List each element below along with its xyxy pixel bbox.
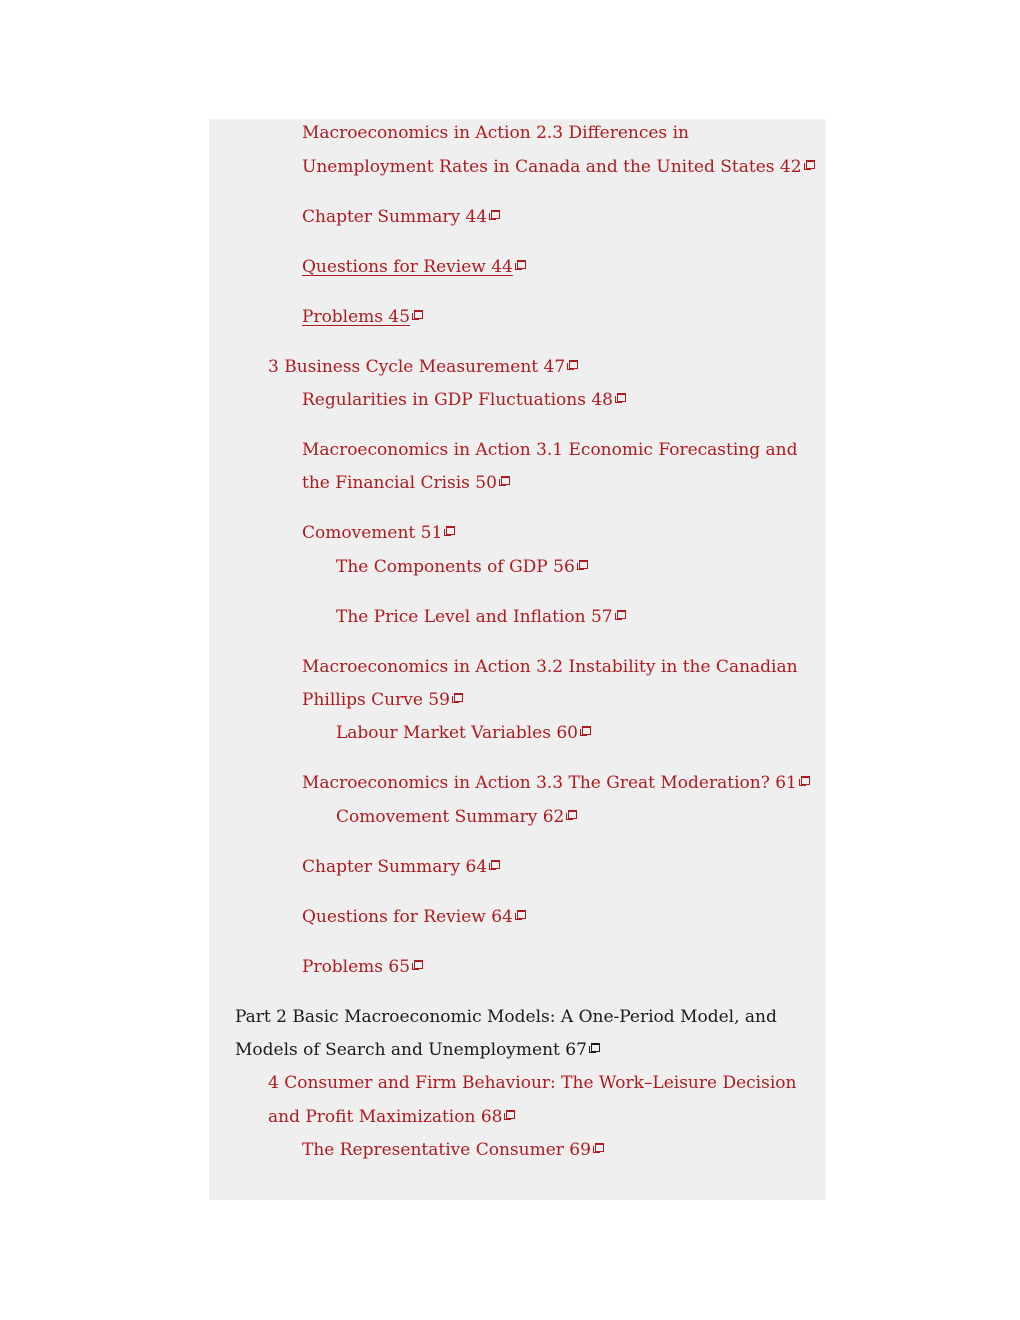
toc-link-mia-2-3-line1[interactable]: Macroeconomics in Action 2.3 Differences in — [302, 123, 689, 143]
toc-link-labour-market-variables[interactable]: Labour Market Variables 60 — [336, 717, 591, 750]
external-link-icon — [489, 210, 500, 221]
external-link-icon — [799, 776, 810, 787]
toc-link-gdp-fluctuations[interactable]: Regularities in GDP Fluctuations 48 — [302, 384, 626, 417]
external-link-icon — [515, 910, 526, 921]
external-link-icon — [515, 260, 526, 271]
external-link-icon — [444, 526, 455, 537]
external-link-icon — [412, 960, 423, 971]
external-link-icon — [615, 393, 626, 404]
toc-link-part-2[interactable]: Models of Search and Unemployment 67 — [235, 1034, 600, 1067]
external-link-icon — [452, 693, 463, 704]
external-link-icon — [499, 476, 510, 487]
toc-link-mia-3-1[interactable]: the Financial Crisis 50 — [302, 467, 510, 500]
toc-link-mia-3-1-line1[interactable]: Macroeconomics in Action 3.1 Economic Forecasting and — [302, 440, 798, 460]
external-link-icon — [589, 1043, 600, 1054]
toc-link-price-level-inflation[interactable]: The Price Level and Inflation 57 — [336, 601, 626, 634]
external-link-icon — [567, 360, 578, 371]
toc-link-questions-review-44[interactable]: Questions for Review 44 — [302, 251, 526, 284]
toc-link-comovement-summary[interactable]: Comovement Summary 62 — [336, 801, 577, 834]
toc-link-mia-3-2-line1[interactable]: Macroeconomics in Action 3.2 Instability in the Canadian — [302, 657, 798, 677]
toc-link-chapter-summary-64[interactable]: Chapter Summary 64 — [302, 851, 500, 884]
toc-link-comovement[interactable]: Comovement 51 — [302, 517, 455, 550]
external-link-icon — [577, 560, 588, 571]
toc-link-part-2-line1[interactable]: Part 2 Basic Macroeconomic Models: A One-Period Model, and — [235, 1007, 777, 1027]
toc-link-problems-65[interactable]: Problems 65 — [302, 951, 423, 984]
toc-link-chapter-3[interactable]: 3 Business Cycle Measurement 47 — [268, 351, 578, 384]
external-link-icon — [489, 860, 500, 871]
toc-link-chapter-4-line1[interactable]: 4 Consumer and Firm Behaviour: The Work–Leisure Decision — [268, 1073, 797, 1093]
external-link-icon — [615, 610, 626, 621]
toc-link-mia-3-3[interactable]: Macroeconomics in Action 3.3 The Great Moderation? 61 — [302, 767, 810, 800]
toc-link-mia-2-3[interactable]: Unemployment Rates in Canada and the United States 42 — [302, 151, 815, 184]
external-link-icon — [580, 726, 591, 737]
toc-link-chapter-4[interactable]: and Profit Maximization 68 — [268, 1101, 515, 1134]
toc-link-mia-3-2[interactable]: Phillips Curve 59 — [302, 684, 463, 717]
toc-link-chapter-summary-44[interactable]: Chapter Summary 44 — [302, 201, 500, 234]
toc-link-questions-review-64[interactable]: Questions for Review 64 — [302, 901, 526, 934]
toc-link-problems-45[interactable]: Problems 45 — [302, 301, 423, 334]
external-link-icon — [593, 1143, 604, 1154]
external-link-icon — [412, 310, 423, 321]
external-link-icon — [804, 160, 815, 171]
toc-link-representative-consumer[interactable]: The Representative Consumer 69 — [302, 1134, 604, 1167]
external-link-icon — [566, 810, 577, 821]
toc-link-components-gdp[interactable]: The Components of GDP 56 — [336, 551, 588, 584]
external-link-icon — [504, 1110, 515, 1121]
